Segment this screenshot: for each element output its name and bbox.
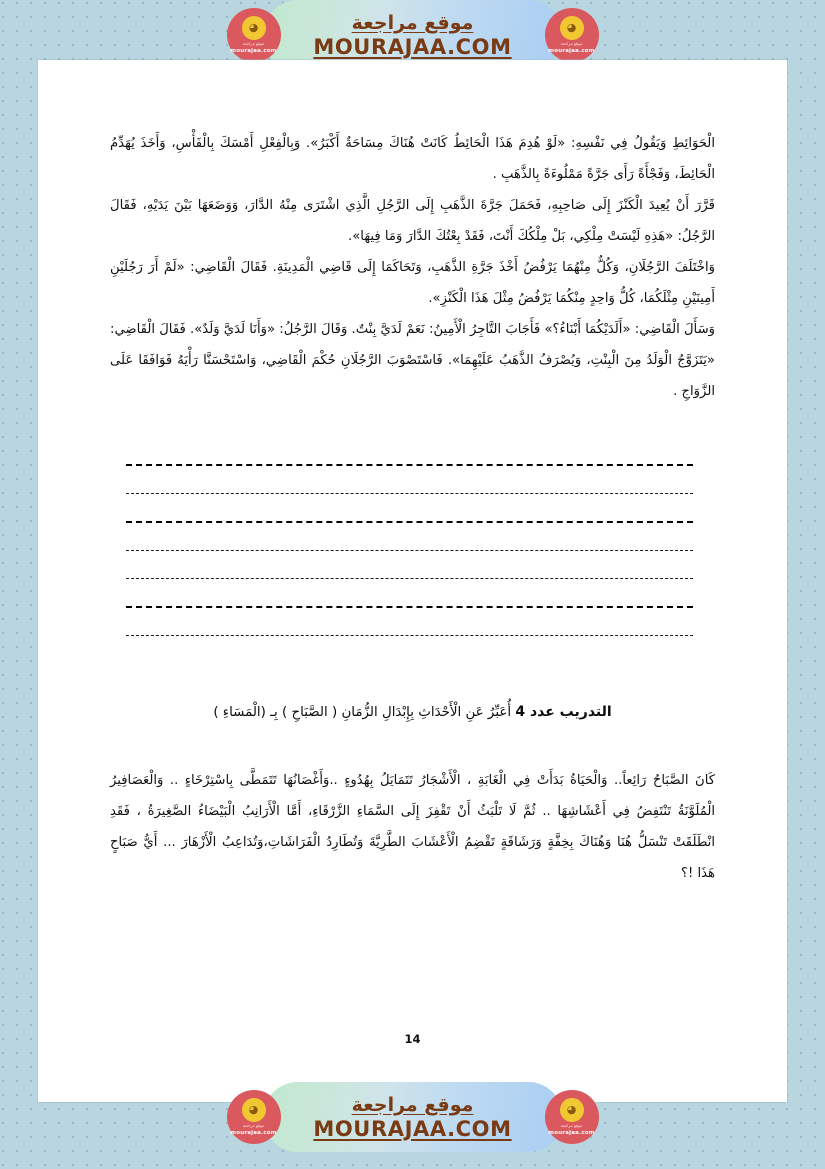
final-passage-text: كَانَ الصَّبَاحُ رَائِعاً.. وَالْحَيَاةُ بَدَأَتْ فِي الْغَابَةِ ، الْأَشْجَارُ تَتَمَايَلُ بِهُدُوءٍ ..وَأَغْصَانُهَا تَتَمَطَّى بِاسْتِرْخَاءٍ .. وَالْعَصَافِيرُ الْمُلَوَّنَةُ تَنْتَفِضُ فِي أَعْشَاشِهَا .. ثُمَّ لَا تَلْبَثُ أَنْ تَقْفِزَ إِلَى السَّمَاءِ الزَّرْقَاءِ، أَمَّا الْأَرَانِبُ الْبَيْضَاءُ الصَّغِيرَةُ ، فَقَدِ انْطَلَقَتْ تَنْسَلُّ هُنَا وَهُنَاكَ بِخِفَّةٍ وَرَشَاقَةٍ تَقْضِمُ الْأَعْشَابَ الطَّرِيَّةَ وَتُطَارِدُ الْفَرَاشَاتِ،وَتُدَاعِبُ الْأَزْهَارَ ... أَيُّ صَبَاحٍ هَذَا !؟ <box>110 773 715 881</box>
logo-badge-icon: ◕ <box>560 16 584 40</box>
banner-website-url[interactable]: MOURAJAA.COM <box>313 34 512 59</box>
logo-domain-caption: mourajaa.com <box>548 1130 595 1137</box>
banner-arabic-title: موقع مراجعة <box>351 1093 474 1116</box>
exercise-heading <box>110 698 715 727</box>
answer-line[interactable] <box>126 466 693 494</box>
story-paragraph-1: الْحَوَائِطِ وَيَقُولُ فِي نَفْسِهِ: «لَوْ هُدِمَ هَذَا الْحَائِطُ كَانَتْ هُنَاكَ مِسَاحَةٌ أَكْبَرُ». وَبِالْفِعْلِ أَمْسَكَ بِالْفَأْسِ، وَأَخَذَ يُهَدِّمُ الْحَائِطَ، وَفَجْأَةً رَأَى جَرَّةً مَمْلُوءَةً بِالذَّهَبِ . <box>110 136 715 182</box>
answer-line[interactable] <box>126 437 693 466</box>
worksheet-page <box>38 60 787 1102</box>
logo-domain-caption: mourajaa.com <box>230 1130 277 1137</box>
logo-badge-icon: ◕ <box>242 16 266 40</box>
page-number: 14 <box>404 1032 421 1046</box>
story-paragraph-4: وَسَأَلَ الْقَاضِي: «أَلَدَيْكُمَا أَبْنَاءُ؟» فَأَجَابَ التَّاجِرُ الْأَمِينُ: نَعَمْ لَدَيَّ بِنْتٌ. وَقَالَ الرَّجُلُ: «وَأَنَا لَدَيَّ وَلَدٌ». فَقَالَ الْقَاضِي: «يَتَزَوَّجُ الْوَلَدُ مِنَ الْبِنْتِ، وَيُصْرَفُ الذَّهَبُ عَلَيْهِمَا». فَاسْتَصْوَبَ الرَّجُلَانِ حُكْمَ الْقَاضِي، وَاسْتَحْسَنَّا رَأْيَهُ فَوَافَقَا عَلَى الزَّوَاجِ . <box>110 322 715 399</box>
story-section <box>110 128 715 407</box>
answer-line[interactable] <box>126 494 693 523</box>
answer-lines-area[interactable] <box>110 437 715 636</box>
story-paragraph-3: وَاخْتَلَفَ الرَّجُلَانِ، وَكُلٌّ مِنْهُمَا يَرْفُضُ أَخْذَ جَرَّةِ الذَّهَبِ، وَتَحَاكَمَا إِلَى قَاضِي الْمَدِينَةِ. فَقَالَ الْقَاضِي: «لَمْ أَرَ رَجُلَيْنِ أَمِينَيْنِ مِثْلَكُمَا، كُلُّ وَاحِدٍ مِنْكُمَا يَرْفُضُ مِثْلَ هَذَا الْكَنْزِ». <box>110 260 715 306</box>
story-paragraph-2: قَرَّرَ أَنْ يُعِيدَ الْكَنْزَ إِلَى صَاحِبِهِ، فَحَمَلَ جَرَّةَ الذَّهَبِ إِلَى الرَّجُلِ الَّذِي اشْتَرَى مِنْهُ الدَّارَ، وَوَضَعَهَا بَيْنَ يَدَيْهِ، فَقَالَ الرَّجُلُ: «هَذِهِ لَيْسَتْ مِلْكِي، بَلْ مِلْكُكَ أَنْتَ، فَقَدْ بِعْتُكَ الدَّارَ وَمَا فِيهَا». <box>110 198 715 244</box>
answer-line[interactable] <box>126 579 693 608</box>
banner-arabic-title: موقع مراجعة <box>351 11 474 34</box>
answer-line[interactable] <box>126 523 693 551</box>
logo-domain-caption: mourajaa.com <box>230 48 277 55</box>
final-passage-section <box>110 765 715 889</box>
exercise-label: التدريب عدد 4 <box>515 704 612 720</box>
site-logo-right-icon <box>545 8 599 62</box>
logo-arabic-caption: موقع مراجعة <box>560 40 583 46</box>
logo-arabic-caption: موقع مراجعة <box>560 1122 583 1128</box>
banner-website-url[interactable]: MOURAJAA.COM <box>313 1116 512 1141</box>
logo-arabic-caption: موقع مراجعة <box>242 40 265 46</box>
site-logo-left-icon <box>227 8 281 62</box>
logo-domain-caption: mourajaa.com <box>548 48 595 55</box>
document-body <box>110 128 715 889</box>
exercise-instruction: أُعَبِّرُ عَنِ الْأَحْدَاثِ بِإِبْدَالِ الزُّمَانِ ( الصَّبَاحِ ) بِـ (الْمَسَاءِ ) <box>213 705 512 720</box>
answer-line[interactable] <box>126 551 693 579</box>
logo-badge-icon: ◕ <box>560 1098 584 1122</box>
logo-badge-icon: ◕ <box>242 1098 266 1122</box>
logo-arabic-caption: موقع مراجعة <box>242 1122 265 1128</box>
answer-line[interactable] <box>126 608 693 636</box>
